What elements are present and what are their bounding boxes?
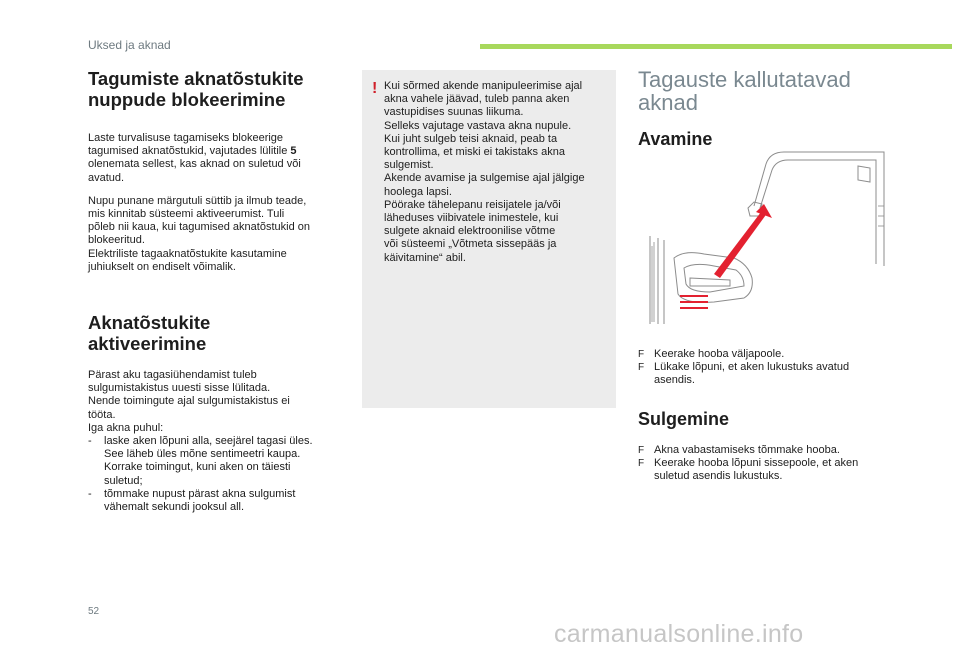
title-line: Tagauste kallutatavad — [638, 67, 851, 92]
left-column — [88, 68, 350, 514]
watermark: carmanualsonline.info — [554, 620, 804, 648]
arrow-bullet-icon: F — [638, 349, 645, 360]
list-item — [88, 488, 350, 514]
header-accent-bar — [480, 44, 952, 49]
text-fragment: tagumised aknatõstukid, vajutades lülitile — [88, 145, 291, 158]
handle-lever — [690, 278, 730, 286]
text-line: suletud asendis lukustuks. — [654, 470, 783, 483]
text-line: akna vahele jäävad, tuleb panna aken — [384, 93, 570, 106]
activation-steps — [88, 435, 350, 514]
text-line: Nupu punane märgutuli süttib ja ilmub teade, — [88, 194, 307, 207]
text-line: Akna vabastamiseks tõmmake hooba. — [654, 443, 840, 456]
lock-title-line: Tagumiste aknatõstukite — [88, 68, 304, 89]
red-arrow-icon — [714, 208, 768, 278]
text-line: Laste turvalisuse tagamiseks blokeerige — [88, 132, 284, 144]
text-line: Kui juht sulgeb teisi aknaid, peab ta — [384, 132, 558, 145]
activation-title-line: Aknatõstukite — [88, 312, 211, 334]
text-line: või süsteemi „Võtmeta sissepääs ja — [384, 238, 557, 251]
text-line: tööta. — [88, 408, 116, 421]
activation-section-title — [88, 312, 350, 354]
closing-steps — [638, 444, 938, 484]
text-line: Kui sõrmed akende manipuleerimise ajal — [384, 80, 583, 92]
text-line — [88, 145, 350, 158]
text-line: Pärast aku tagasiühendamist tuleb — [88, 369, 257, 382]
text-line: Selleks vajutage vastava akna nupule. — [384, 119, 572, 132]
text-line: mis kinnitab süsteemi aktiveerumist. Tuli — [88, 208, 285, 221]
activation-paragraph — [88, 369, 350, 435]
arrow-bullet-icon: F — [638, 362, 645, 374]
window-latch-illustration — [644, 146, 890, 324]
text-line: Keerake hooba väljapoole. — [654, 348, 785, 360]
window-frame-inner — [760, 160, 876, 264]
text-line: Akende avamise ja sulgemise ajal jälgige — [384, 172, 585, 185]
window-glass-edge — [858, 166, 870, 182]
opening-subtitle: Avamine — [638, 129, 713, 149]
text-line: läheduses viibivatele inimestele, kui — [384, 212, 559, 225]
text-line: suletud; — [104, 474, 143, 487]
text-line: põleb nii kaua, kui tagumised aknatõstukid on — [88, 221, 310, 234]
text-line: kontrollima, et miski ei takistaks akna — [384, 146, 565, 159]
text-line: Korrake toimingut, kuni aken on täiesti — [104, 461, 291, 474]
lock-section-title — [88, 68, 350, 110]
rear-windows-title — [638, 68, 938, 114]
text-line: blokeeritud. — [88, 234, 145, 247]
lock-title-line: nuppude blokeerimine — [88, 89, 286, 110]
lock-paragraph-1 — [88, 132, 350, 185]
warning-box — [362, 70, 616, 408]
list-item — [638, 348, 938, 361]
list-item — [88, 435, 350, 488]
dash-marker: - — [88, 435, 92, 448]
page-number: 52 — [88, 606, 100, 617]
lock-paragraph-2 — [88, 195, 350, 274]
list-item — [638, 444, 938, 457]
arrow-bullet-icon: F — [638, 457, 645, 469]
text-line: Iga akna puhul: — [88, 421, 164, 434]
text-line: Keerake hooba lõpuni sissepoole, et aken — [654, 456, 859, 469]
text-line: olenemata sellest, kas aknad on suletud või — [88, 158, 301, 171]
text-line: sulgete aknaid elektroonilise võtme — [384, 225, 556, 238]
text-line: sulgemist. — [384, 159, 434, 172]
text-line: See läheb üles mõne sentimeetri kaupa. — [104, 448, 301, 461]
text-line: hoolega lapsi. — [384, 185, 452, 198]
text-line: asendis. — [654, 374, 695, 387]
text-line: vastupidises suunas liikuma. — [384, 106, 524, 119]
title-line: aknad — [638, 90, 698, 115]
text-line: juhiukselt on endiselt võimalik. — [88, 260, 236, 273]
arrow-bullet-icon: F — [638, 444, 645, 456]
switch-number: 5 — [290, 145, 297, 158]
dash-marker: - — [88, 487, 92, 500]
text-line: käivitamine“ abil. — [384, 251, 466, 264]
text-line: Lükake lõpuni, et aken lukustuks avatud — [654, 361, 850, 374]
text-line: sulgumistakistus uuesti sisse lülitada. — [88, 382, 271, 395]
list-item — [638, 457, 938, 483]
text-line: avatud. — [88, 171, 125, 184]
text-line: Elektriliste tagaaknatõstukite kasutamine — [88, 247, 287, 260]
text-line: laske aken lõpuni alla, seejärel tagasi üles. — [104, 435, 313, 448]
section-header: Uksed ja aknad — [88, 38, 171, 52]
red-motion-lines — [680, 296, 708, 308]
list-item — [638, 361, 938, 387]
handle-base — [674, 253, 752, 303]
activation-title-line: aktiveerimine — [88, 333, 207, 355]
closing-subtitle: Sulgemine — [638, 408, 730, 429]
text-line: Pöörake tähelepanu reisijatele ja/või — [384, 198, 561, 211]
opening-steps — [638, 348, 938, 388]
text-line: vähemalt sekundi jooksul all. — [104, 501, 245, 514]
window-frame-outline — [754, 152, 884, 266]
text-line: tõmmake nupust pärast akna sulgumist — [104, 487, 296, 500]
warning-icon: ! — [372, 80, 378, 97]
text-line: Nende toimingute ajal sulgumistakistus ei — [88, 395, 290, 408]
warning-text — [384, 80, 610, 265]
